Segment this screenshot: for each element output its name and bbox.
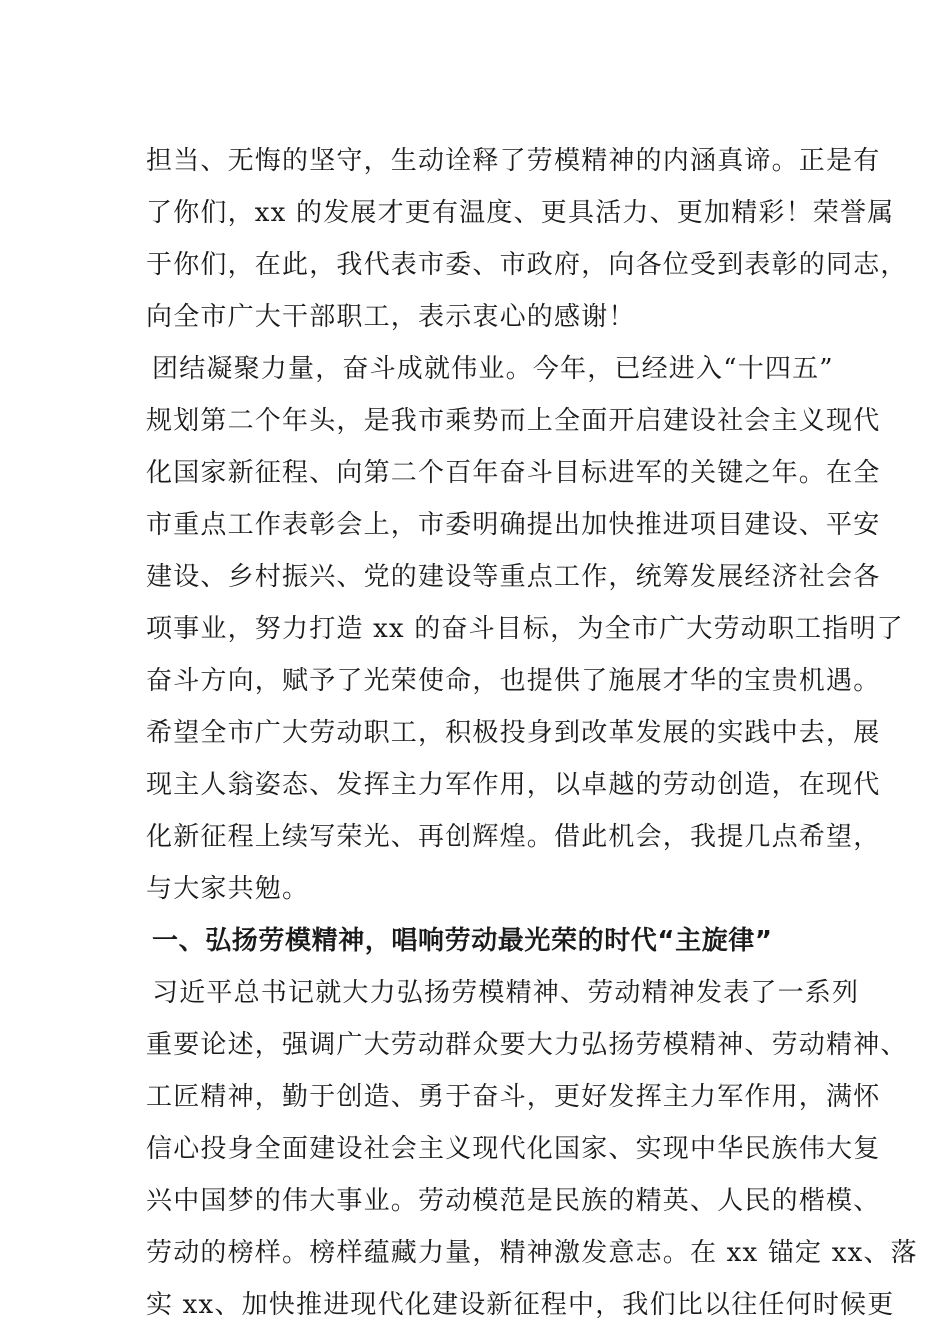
paragraph-line: 工匠精神，勤于创造、勇于奋斗，更好发挥主力军作用，满怀 bbox=[146, 1082, 881, 1112]
paragraph-line: 化新征程上续写荣光、再创辉煌。借此机会，我提几点希望， bbox=[146, 822, 881, 852]
paragraph-line: 市重点工作表彰会上，市委明确提出加快推进项目建设、平安 bbox=[146, 510, 881, 540]
section-heading: 一、弘扬劳模精神，唱响劳动最光荣的时代“主旋律” bbox=[152, 926, 773, 956]
paragraph-line: 希望全市广大劳动职工，积极投身到改革发展的实践中去，展 bbox=[146, 718, 881, 748]
paragraph-first-line: 习近平总书记就大力弘扬劳模精神、劳动精神发表了一系列 bbox=[152, 978, 860, 1008]
paragraph-line: 规划第二个年头，是我市乘势而上全面开启建设社会主义现代 bbox=[146, 406, 881, 436]
paragraph-first-line: 团结凝聚力量，奋斗成就伟业。今年，已经进入“十四五” bbox=[152, 354, 834, 384]
paragraph-line: 信心投身全面建设社会主义现代化国家、实现中华民族伟大复 bbox=[146, 1134, 881, 1164]
paragraph-line: 实 xx、加快推进现代化建设新征程中，我们比以往任何时候更 bbox=[146, 1290, 895, 1320]
paragraph-line: 担当、无悔的坚守，生动诠释了劳模精神的内涵真谛。正是有 bbox=[146, 146, 881, 176]
paragraph-line: 项事业，努力打造 xx 的奋斗目标，为全市广大劳动职工指明了 bbox=[146, 614, 904, 644]
paragraph-line: 于你们，在此，我代表市委、市政府，向各位受到表彰的同志， bbox=[146, 250, 908, 280]
paragraph-line: 兴中国梦的伟大事业。劳动模范是民族的精英、人民的楷模、 bbox=[146, 1186, 881, 1216]
paragraph-line: 劳动的榜样。榜样蕴藏力量，精神激发意志。在 xx 锚定 xx、落 bbox=[146, 1238, 918, 1268]
paragraph-line: 建设、乡村振兴、党的建设等重点工作，统筹发展经济社会各 bbox=[146, 562, 881, 592]
paragraph-line: 向全市广大干部职工，表示衷心的感谢！ bbox=[146, 302, 636, 332]
paragraph-line: 化国家新征程、向第二个百年奋斗目标进军的关键之年。在全 bbox=[146, 458, 881, 488]
paragraph-line: 奋斗方向，赋予了光荣使命，也提供了施展才华的宝贵机遇。 bbox=[146, 666, 881, 696]
paragraph-line: 了你们，xx 的发展才更有温度、更具活力、更加精彩！荣誉属 bbox=[146, 198, 895, 228]
paragraph-line: 重要论述，强调广大劳动群众要大力弘扬劳模精神、劳动精神、 bbox=[146, 1030, 908, 1060]
paragraph-line: 与大家共勉。 bbox=[146, 874, 310, 904]
paragraph-line: 现主人翁姿态、发挥主力军作用，以卓越的劳动创造，在现代 bbox=[146, 770, 881, 800]
